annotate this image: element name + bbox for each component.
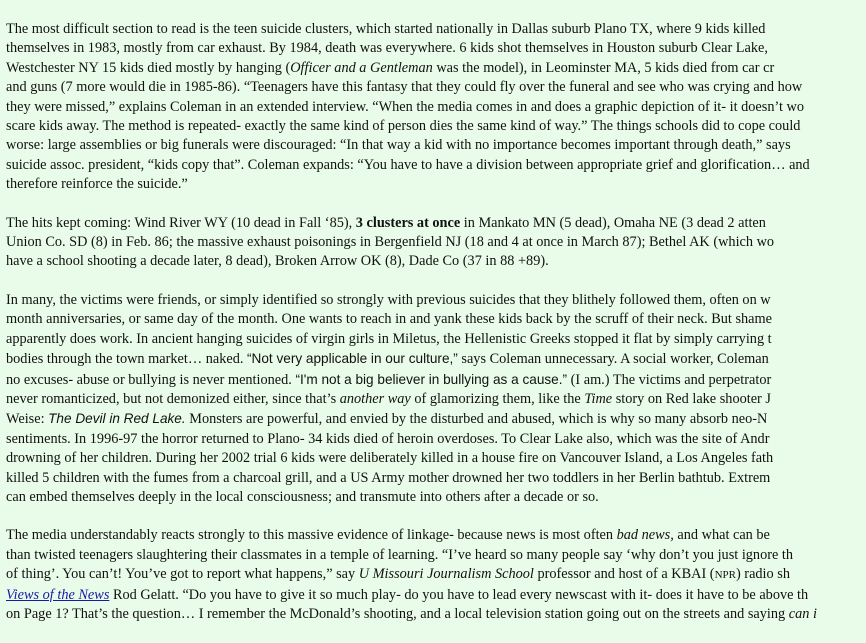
- italic-text: another way: [339, 390, 411, 407]
- text-line: Union Co. SD (8) in Feb. 86; the massive exhaust poisonings in Bergenfield NJ (18 and 4 at once in March 87); Bethel AK (which wo: [6, 234, 775, 251]
- network-abbrev: NPR: [714, 569, 736, 582]
- text-run: Westchester NY 15 kids died mostly by hanging (: [6, 59, 291, 76]
- text-run: was the model), in Leominster MA, 5 kids died from car cr: [432, 59, 775, 76]
- text-line: sentiments. In 1996-97 the horror returned to Plano- 34 kids died of heroin overdoses. To Clear Lake also, which was the site of Andr: [6, 430, 770, 447]
- text-line: In many, the victims were friends, or simply identified so strongly with previous suicides that they blithely followed them, often on w: [6, 291, 771, 308]
- text-line: [6, 605, 866, 624]
- text-line: therefore reinforce the suicide.”: [6, 176, 188, 193]
- text-line: suicide assoc. president, “kids copy that”. Coleman expands: “You have to have a division between appropriate grief and glorification… and: [6, 156, 810, 173]
- text-line: month anniversaries, or same day of the month. One wants to reach in and yank these kids back by the scruff of their neck. But shame: [6, 311, 772, 328]
- text-run: in Mankato MN (5 dead), Omaha NE (3 dead 2 atten: [460, 214, 766, 231]
- text-line: [6, 370, 866, 390]
- text-line: worse: large assemblies or big funerals were discouraged: “In that way a kid with no importance becomes important through death,” says: [6, 137, 791, 154]
- text-line: killed 5 children with the fumes from a charcoal grill, and a US Army mother drowned her two toddlers in her Berlin bathtub. Extrem: [6, 469, 771, 486]
- text-run: The hits kept coming: Wind River WY (10 dead in Fall ‘85),: [6, 214, 356, 231]
- text-line: [6, 349, 866, 369]
- italic-text: can i: [788, 605, 817, 622]
- text-run: professor and host of a KBAI (: [533, 566, 715, 583]
- paragraph-4: [6, 526, 866, 624]
- text-run: of thing’. You can’t! You’ve got to report what happens,” say: [6, 566, 359, 583]
- text-line: [6, 526, 866, 545]
- quote-text: “Not very applicable in our culture,”: [247, 351, 458, 367]
- link-text: Views of the News: [6, 586, 110, 603]
- text-run: says Coleman unnecessary. A social worker, Coleman: [457, 351, 769, 368]
- text-line: [6, 214, 866, 233]
- text-run: ) radio sh: [735, 566, 790, 583]
- text-line: themselves in 1983, mostly from car exhaust. By 1984, death was everywhere. 6 kids shot themselves in Houston suburb Clear Lake,: [6, 40, 768, 57]
- text-line: drowning of her children. During her 2002 trial 6 kids were deliberately killed in a house fire on Vancouver Island, a Los Angeles fath: [6, 450, 774, 467]
- text-run: of glamorizing them, like the: [410, 390, 585, 407]
- text-line: than twisted teenagers slaughtering their classmates in a temple of learning. “I’ve heard so many people say ‘why don’t you just ignore th: [6, 546, 794, 563]
- text-run: on Page 1? That’s the question… I remember the McDonald’s shooting, and a local television station going out on the streets and saying: [6, 605, 789, 622]
- text-line: have a school shooting a decade later, 8 dead), Broken Arrow OK (8), Dade Co (37 in 88 +89).: [6, 253, 549, 270]
- text-line: [6, 390, 866, 409]
- text-run: (I am.) The victims and perpetrator: [567, 371, 772, 388]
- text-line: [6, 586, 866, 605]
- text-run: The media understandably reacts strongly to this massive evidence of linkage- because news is most often: [6, 527, 617, 544]
- text-run: and what can be: [673, 527, 770, 544]
- institution-name: U Missouri Journalism School: [358, 566, 534, 583]
- text-run: never romanticized, but not demonized either, since that’s: [6, 390, 340, 407]
- emphasis-text: 3 clusters at once: [355, 214, 461, 231]
- text-run: no excuses- abuse or bullying is never mentioned.: [6, 371, 296, 388]
- quote-text: “I'm not a big believer in bullying as a cause.”: [295, 371, 568, 387]
- views-of-the-news-link[interactable]: [6, 587, 109, 603]
- text-run: story on Red lake shooter J: [612, 390, 771, 407]
- paragraph-3: [6, 291, 866, 507]
- film-title: Officer and a Gentleman: [290, 59, 433, 76]
- text-line: [6, 565, 866, 585]
- text-line: can embed themselves deeply in the local consciousness; and transmute into others after a decade or so.: [6, 488, 599, 505]
- text-run: Monsters are powerful, and envied by the disturbed and abused, which is why so many absorb neo-N: [185, 411, 768, 428]
- text-line: The most difficult section to read is the teen suicide clusters, which started nationally in Dallas suburb Plano TX, where 9 kids killed: [6, 21, 766, 37]
- text-run: Weise:: [6, 411, 49, 428]
- text-line: and guns (7 more would die in 1985-86). “Teenagers have this fantasy that they could fly over the funeral and see who was crying and how: [6, 79, 803, 96]
- text-run: Rod Gelatt. “Do you have to give it so much play- do you have to lead every newscast with it- does it have to be above th: [109, 586, 809, 603]
- paragraph-1: [6, 20, 866, 195]
- paragraph-2: [6, 214, 866, 272]
- text-line: they were missed,” explains Coleman in an extended interview. “When the media comes in and does a graphic depiction of it- it doesn’t wo: [6, 98, 805, 115]
- text-run: bodies through the town market… naked.: [6, 351, 248, 368]
- text-line: [6, 409, 866, 429]
- italic-text: bad news,: [616, 527, 674, 544]
- magazine-title: Time: [584, 390, 613, 407]
- text-line: [6, 59, 866, 78]
- article: [6, 20, 866, 643]
- story-title: The Devil in Red Lake.: [48, 411, 186, 427]
- text-line: apparently does work. In ancient hanging suicides of virgin girls in Miletus, the Hellenistic Greeks stopped it flat by simply carrying t: [6, 330, 772, 347]
- text-line: scare kids away. The method is repeated- exactly the same kind of person dies the same kind of way.” The things schools did to cope could: [6, 118, 801, 135]
